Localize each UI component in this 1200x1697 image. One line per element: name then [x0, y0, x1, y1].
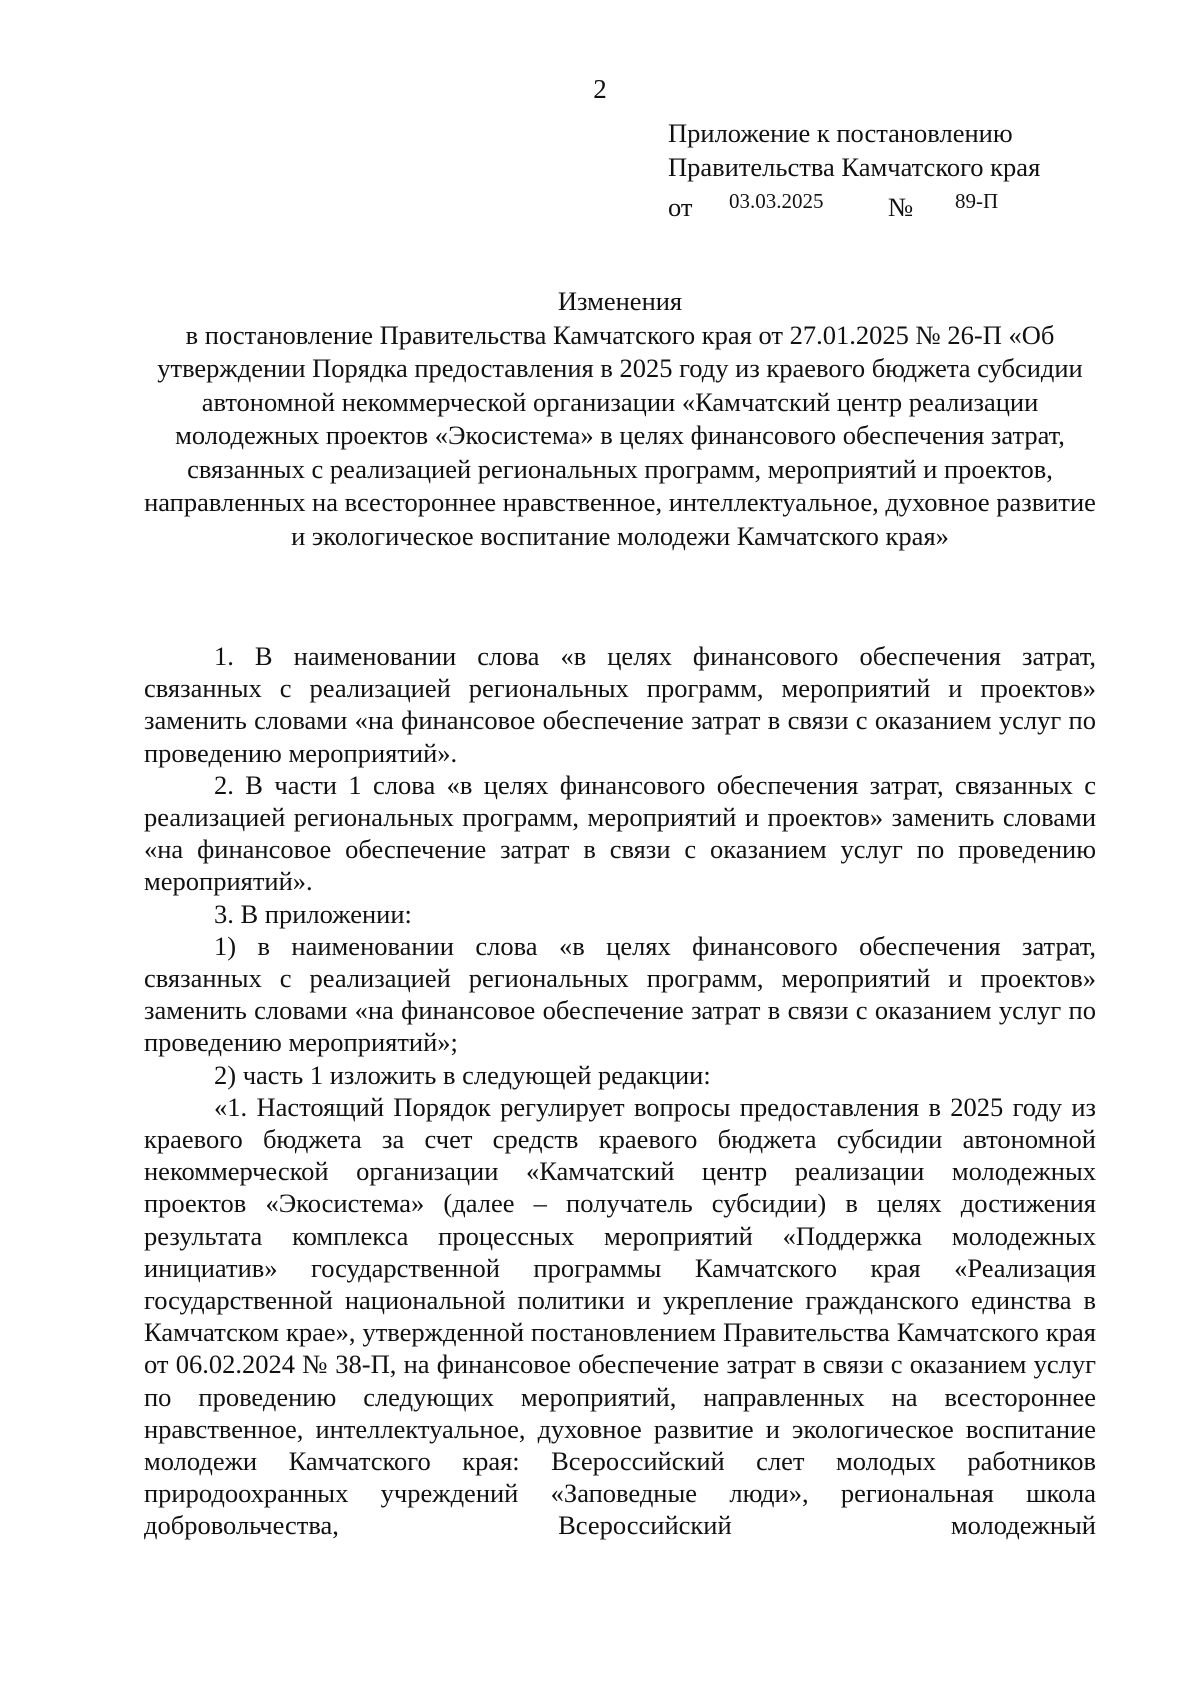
title-heading: Изменения — [557, 286, 683, 316]
paragraph-4: 1) в наименовании слова «в целях финансового обеспечения затрат, связанных с реализацией региональных программ, мероприятий и проектов» заменить словами «на финансовое обеспечение затрат в связи с оказанием услуг по проведению мероприятий»; — [144, 930, 1096, 1058]
paragraph-6: «1. Настоящий Порядок регулирует вопросы предоставления в 2025 году из краевого бюджета за счет средств краевого бюджета субсидии автономной некоммерческой организации «Камчатский центр реализации молодежных проектов «Экосистема» (далее – получатель субсидии) в целях достижения результата комплекса процессных мероприятий «Поддержка молодежных инициатив» государственной программы Камчатского края «Реализация государственной национальной политики и укрепление гражданского единства в Камчатском крае», утвержденной постановлением Правительства Камчатского края от 06.02.2024 № 38-П, на финансовое обеспечение затрат в связи с оказанием услуг по проведению следующих мероприятий, направленных на всестороннее нравственное, интеллектуальное, духовное развитие и экологическое воспитание молодежи Камчатского края: Всероссийский слет молодых работников природоохранных учреждений «Заповедные люди», региональная школа добровольчества, Всероссийский молодежный — [144, 1091, 1096, 1541]
document-body — [144, 640, 1096, 1542]
appendix-reference — [668, 184, 1088, 222]
appendix-line-2: Правительства Камчатского края — [668, 152, 1041, 182]
appendix-from-label: от — [668, 192, 693, 222]
paragraph-1: 1. В наименовании слова «в целях финансового обеспечения затрат, связанных с реализацией региональных программ, мероприятий и проектов» заменить словами «на финансовое обеспечение затрат в связи с оказанием услуг по проведению мероприятий». — [144, 641, 1096, 768]
appendix-number: 89-П — [955, 189, 999, 213]
appendix-date: 03.03.2025 — [729, 189, 824, 213]
title-subtitle: в постановление Правительства Камчатского края от 27.01.2025 № 26-П «Об утверждении Порядка предоставления в 2025 году из краевого бюджета субсидии автономной некоммерческой организации «Камчатский центр реализации молодежных проектов «Экосистема» в целях финансового обеспечения затрат, связанных с реализацией региональных программ, мероприятий и проектов, направленных на всестороннее нравственное, интеллектуальное, духовное развитие и экологическое воспитание молодежи Камчатского края» — [144, 319, 1096, 551]
paragraph-5: 2) часть 1 изложить в следующей редакции: — [214, 1059, 711, 1090]
page-number: 2 — [593, 74, 607, 104]
appendix-line-1: Приложение к постановлению — [668, 118, 1013, 148]
paragraph-2: 2. В части 1 слова «в целях финансового обеспечения затрат, связанных с реализацией региональных программ, мероприятий и проектов» заменить словами «на финансовое обеспечение затрат в связи с оказанием услуг по проведению мероприятий». — [144, 769, 1096, 897]
paragraph-3: 3. В приложении: — [214, 898, 412, 929]
document-title — [144, 285, 1096, 553]
appendix-header — [668, 116, 1088, 222]
appendix-number-sign: № — [888, 192, 914, 222]
